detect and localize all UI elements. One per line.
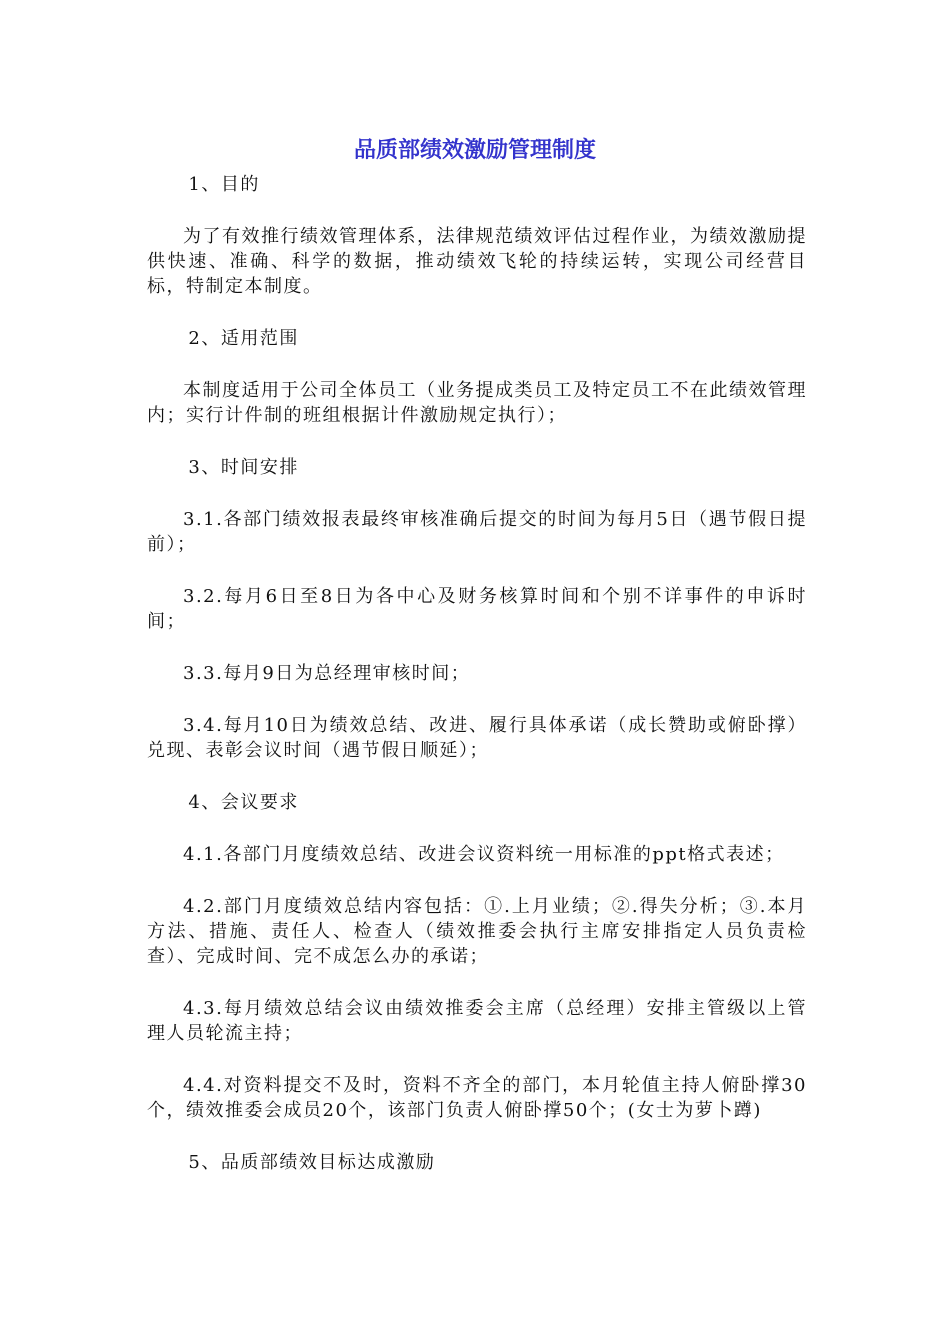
section-4-4: 4.4.对资料提交不及时，资料不齐全的部门，本月轮值主持人俯卧撑30个，绩效推委会成员20个，该部门负责人俯卧撑50个；(女士为萝卜蹲): [147, 1075, 807, 1121]
section-1-body: 为了有效推行绩效管理体系，法律规范绩效评估过程作业，为绩效激励提供快速、准确、科学的数据，推动绩效飞轮的持续运转，实现公司经营目标，特制定本制度。: [147, 226, 807, 297]
document-title: 品质部绩效激励管理制度: [353, 138, 596, 163]
section-1-heading: 1、目的: [188, 174, 260, 195]
section-4-1: 4.1.各部门月度绩效总结、改进会议资料统一用标准的ppt格式表述；: [183, 844, 785, 865]
document-body: [147, 172, 807, 1175]
section-2-heading: 2、适用范围: [188, 328, 299, 349]
section-3-1: 3.1.各部门绩效报表最终审核准确后提交的时间为每月5日（遇节假日提前）；: [147, 509, 807, 555]
section-2-body: 本制度适用于公司全体员工（业务提成类员工及特定员工不在此绩效管理内；实行计件制的班组根据计件激励规定执行）；: [147, 380, 807, 426]
section-3-4: 3.4.每月10日为绩效总结、改进、履行具体承诺（成长赞助或俯卧撑）兑现、表彰会议时间（遇节假日顺延）；: [147, 715, 807, 761]
section-4-heading: 4、会议要求: [188, 792, 299, 813]
section-4-3: 4.3.每月绩效总结会议由绩效推委会主席（总经理）安排主管级以上管理人员轮流主持；: [147, 998, 807, 1044]
section-4-2: 4.2.部门月度绩效总结内容包括：①.上月业绩；②.得失分析；③.本月方法、措施、责任人、检查人（绩效推委会执行主席安排指定人员负责检查）、完成时间、完不成怎么办的承诺；: [147, 896, 807, 967]
section-3-heading: 3、时间安排: [188, 457, 299, 478]
section-5-heading: 5、品质部绩效目标达成激励: [188, 1152, 436, 1173]
section-3-3: 3.3.每月9日为总经理审核时间；: [183, 663, 471, 684]
section-3-2: 3.2.每月6日至8日为各中心及财务核算时间和个别不详事件的申诉时间；: [147, 586, 807, 632]
